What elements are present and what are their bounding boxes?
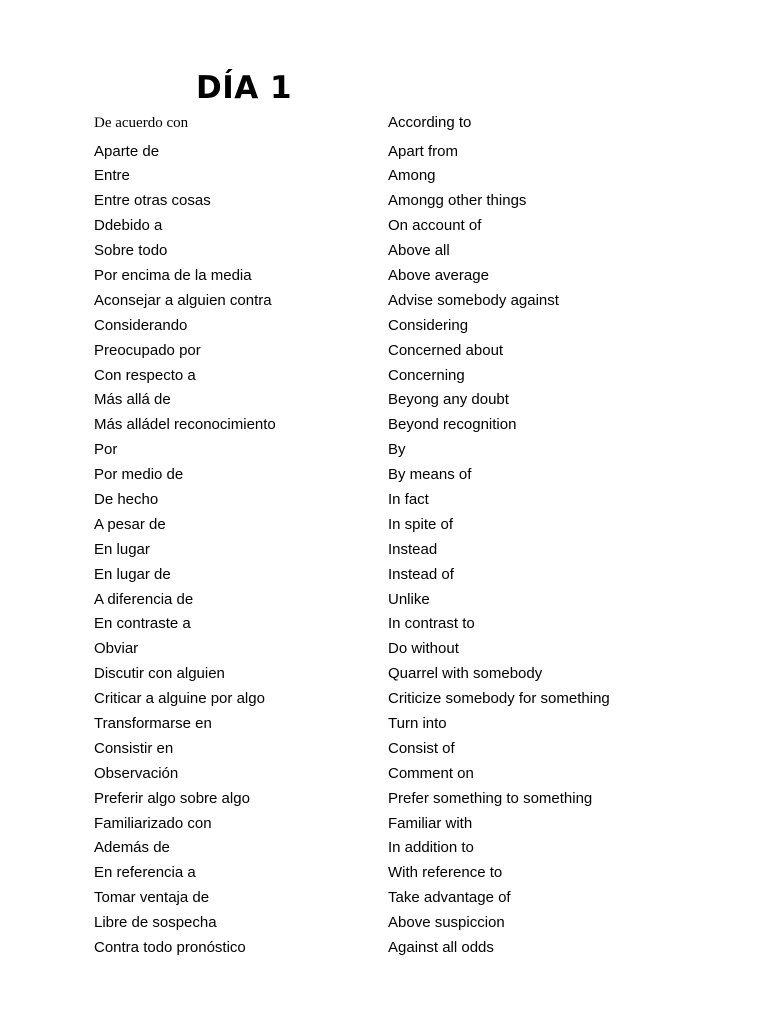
spanish-phrase: Por encima de la media	[94, 266, 252, 284]
vocab-row	[94, 787, 654, 812]
english-phrase: Concerning	[388, 366, 465, 384]
spanish-phrase: Además de	[94, 839, 170, 857]
english-phrase: Instead	[388, 540, 438, 558]
vocab-row	[94, 388, 654, 413]
spanish-phrase: Observación	[94, 764, 179, 782]
spanish-phrase: Tomar ventaja de	[94, 889, 210, 907]
spanish-phrase: Más alládel reconocimiento	[94, 416, 276, 434]
vocab-row	[94, 538, 654, 563]
english-phrase: Considering	[388, 316, 469, 334]
spanish-phrase: Libre de sospecha	[94, 914, 217, 932]
vocab-row	[94, 762, 654, 787]
spanish-phrase: Ddebido a	[94, 217, 163, 235]
spanish-phrase: Por	[94, 441, 118, 459]
vocab-row	[94, 364, 654, 389]
vocab-row	[94, 737, 654, 762]
english-phrase: Beyond recognition	[388, 416, 517, 434]
vocab-row	[94, 214, 654, 239]
spanish-phrase: A diferencia de	[94, 590, 194, 608]
vocab-row	[94, 264, 654, 289]
vocab-row	[94, 637, 654, 662]
english-phrase: Concerned about	[388, 341, 504, 359]
english-phrase: On account of	[388, 217, 482, 235]
english-phrase: Familiar with	[388, 814, 473, 832]
english-phrase: With reference to	[388, 864, 503, 882]
spanish-phrase: A pesar de	[94, 515, 166, 533]
english-phrase: Consist of	[388, 739, 455, 757]
spanish-phrase: Preocupado por	[94, 341, 201, 359]
english-phrase: Above all	[388, 242, 450, 260]
english-phrase: Quarrel with somebody	[388, 665, 543, 683]
english-phrase: Instead of	[388, 565, 454, 583]
vocab-row	[94, 662, 654, 687]
vocab-row	[94, 111, 654, 140]
english-phrase: In spite of	[388, 515, 454, 533]
vocab-row	[94, 812, 654, 837]
english-phrase: According to	[388, 114, 472, 131]
vocab-row	[94, 239, 654, 264]
vocab-row	[94, 588, 654, 613]
english-phrase: Criticize somebody for something	[388, 690, 610, 708]
spanish-phrase: En referencia a	[94, 864, 196, 882]
spanish-phrase: Aconsejar a alguien contra	[94, 291, 272, 309]
english-phrase: In fact	[388, 490, 429, 508]
english-phrase: Beyong any doubt	[388, 391, 509, 409]
spanish-phrase: De acuerdo con	[94, 115, 189, 131]
spanish-phrase: Entre	[94, 167, 130, 185]
english-phrase: Above suspiccion	[388, 914, 505, 932]
spanish-phrase: Familiarizado con	[94, 814, 212, 832]
vocabulary-table	[94, 111, 654, 961]
vocab-row	[94, 687, 654, 712]
english-phrase: Among	[388, 167, 436, 185]
vocab-row	[94, 563, 654, 588]
spanish-phrase: Con respecto a	[94, 366, 196, 384]
english-phrase: Turn into	[388, 714, 447, 732]
vocab-row	[94, 463, 654, 488]
vocab-row	[94, 836, 654, 861]
spanish-phrase: En lugar	[94, 540, 150, 558]
vocab-row	[94, 413, 654, 438]
spanish-phrase: En contraste a	[94, 615, 191, 633]
spanish-phrase: En lugar de	[94, 565, 171, 583]
spanish-phrase: Criticar a alguine por algo	[94, 690, 265, 708]
vocab-row	[94, 513, 654, 538]
english-phrase: Above average	[388, 266, 489, 284]
vocab-row	[94, 164, 654, 189]
spanish-phrase: Contra todo pronóstico	[94, 939, 246, 956]
vocab-row	[94, 289, 654, 314]
spanish-phrase: De hecho	[94, 490, 159, 508]
spanish-phrase: Transformarse en	[94, 714, 212, 732]
vocab-row	[94, 911, 654, 936]
english-phrase: Amongg other things	[388, 192, 527, 210]
english-phrase: Apart from	[388, 142, 459, 160]
english-phrase: Against all odds	[388, 939, 494, 956]
vocab-row	[94, 339, 654, 364]
spanish-phrase: Consistir en	[94, 739, 174, 757]
english-phrase: Unlike	[388, 590, 430, 608]
vocab-row	[94, 438, 654, 463]
vocab-row	[94, 140, 654, 165]
english-phrase: Prefer something to something	[388, 789, 593, 807]
english-phrase: By	[388, 441, 406, 459]
vocab-row	[94, 936, 654, 961]
spanish-phrase: Preferir algo sobre algo	[94, 789, 250, 807]
vocab-row	[94, 314, 654, 339]
spanish-phrase: Sobre todo	[94, 242, 168, 260]
vocab-row	[94, 189, 654, 214]
english-phrase: In contrast to	[388, 615, 475, 633]
english-phrase: Do without	[388, 640, 459, 658]
vocab-row	[94, 886, 654, 911]
english-phrase: Take advantage of	[388, 889, 511, 907]
spanish-phrase: Obviar	[94, 640, 139, 658]
spanish-phrase: Aparte de	[94, 142, 160, 160]
spanish-phrase: Más allá de	[94, 391, 171, 409]
english-phrase: Advise somebody against	[388, 291, 559, 309]
english-phrase: By means of	[388, 466, 472, 484]
page-title: DÍA 1	[196, 70, 293, 106]
vocab-row	[94, 488, 654, 513]
vocab-row	[94, 612, 654, 637]
spanish-phrase: Por medio de	[94, 466, 184, 484]
vocab-row	[94, 861, 654, 886]
spanish-phrase: Discutir con alguien	[94, 665, 225, 683]
spanish-phrase: Entre otras cosas	[94, 192, 211, 210]
english-phrase: In addition to	[388, 839, 474, 857]
vocab-row	[94, 712, 654, 737]
english-phrase: Comment on	[388, 764, 474, 782]
spanish-phrase: Considerando	[94, 316, 188, 334]
